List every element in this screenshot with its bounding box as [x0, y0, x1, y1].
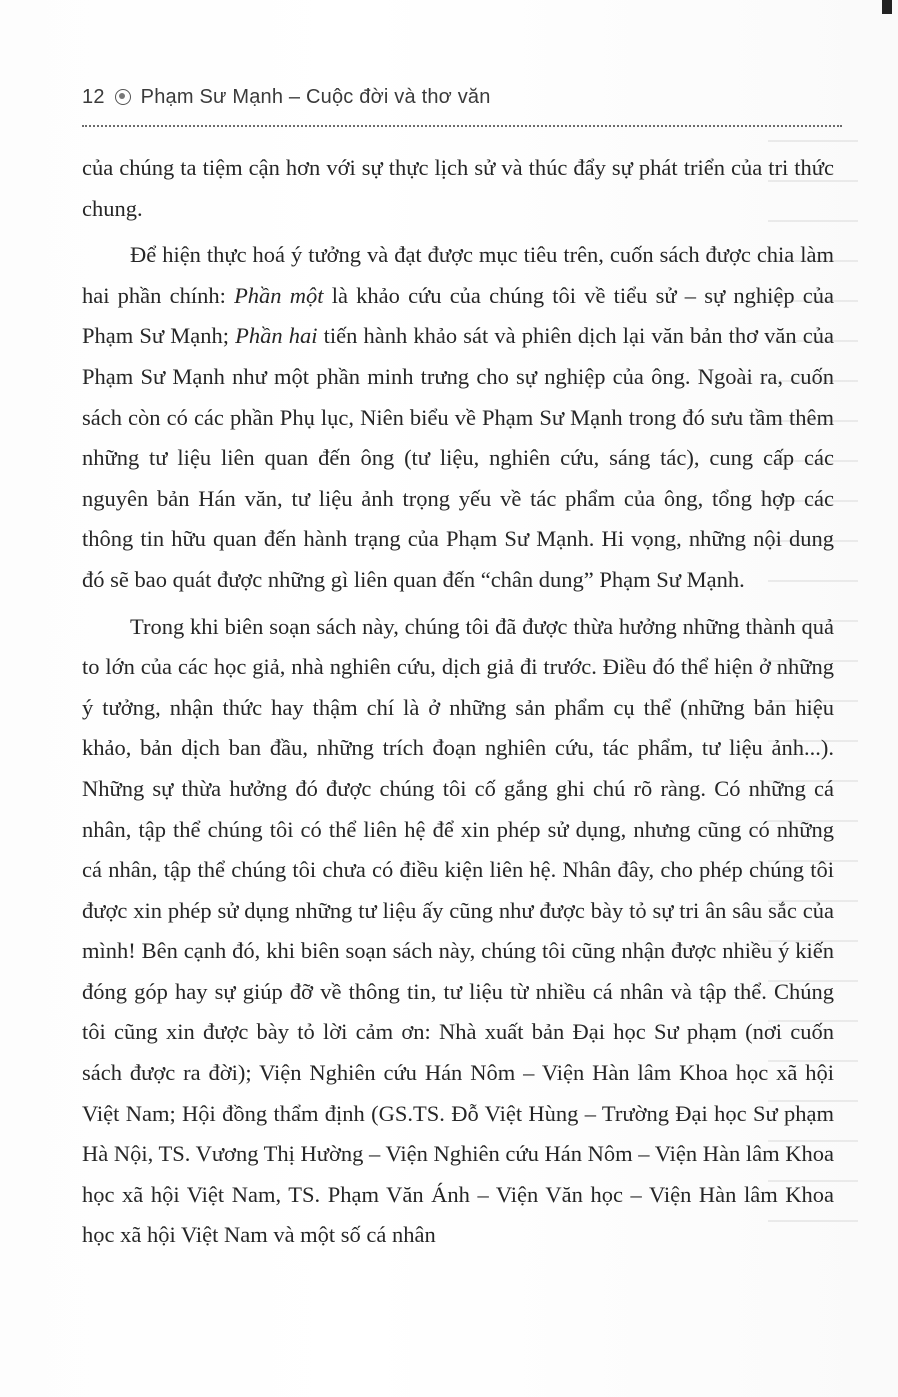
paragraph-3: Trong khi biên soạn sách này, chúng tôi đã được thừa hưởng những thành quả to lớn của các học giả, nhà nghiên cứu, dịch giả đi trước. Điều đó thể hiện ở những ý tưởng, nhận thức hay thậm chí là ở những sản phẩm cụ thể (những bản hiệu khảo, bản dịch ban đầu, những trích đoạn nghiên cứu, tác phẩm, tư liệu ảnh...). Những sự thừa hưởng đó được chúng tôi cố gắng ghi chú rõ ràng. Có những cá nhân, tập thể chúng tôi có thể liên hệ để xin phép sử dụng, nhưng cũng có những cá nhân, tập thể chúng tôi chưa có điều kiện liên hệ. Nhân đây, cho phép chúng tôi được xin phép sử dụng những tư liệu ấy cũng như được bày tỏ sự tri ân sâu sắc của mình! Bên cạnh đó, khi biên soạn sách này, chúng tôi cũng nhận được nhiều ý kiến đóng góp hay sự giúp đỡ về thông tin, tư liệu từ nhiều cá nhân và tập thể. Chúng tôi cũng xin được bày tỏ lời cảm ơn: Nhà xuất bản Đại học Sư phạm (nơi cuốn sách được ra đời); Viện Nghiên cứu Hán Nôm – Viện Hàn lâm Khoa học xã hội Việt Nam; Hội đồng thẩm định (GS.TS. Đỗ Việt Hùng – Trường Đại học Sư phạm Hà Nội, TS. Vương Thị Hường – Viện Nghiên cứu Hán Nôm – Viện Hàn lâm Khoa học xã hội Việt Nam, TS. Phạm Văn Ánh – Viện Văn học – Viện Hàn lâm Khoa học xã hội Việt Nam và một số cá nhân	[82, 613, 834, 1248]
part-one-italic: Phần một	[234, 282, 324, 308]
paragraph-2-part-a: Để hiện thực hoá ý tưởng và đạt được mục tiêu trên, cuốn sách được chia làm hai phần chính:	[82, 242, 834, 308]
running-title: Phạm Sư Mạnh – Cuộc đời và thơ văn	[140, 85, 491, 108]
flower-ornament-icon	[115, 89, 131, 105]
paragraph-2-part-e: tiến hành khảo sát và phiên dịch lại văn bản thơ văn của Phạm Sư Mạnh như một phần minh trưng cho sự nghiệp của ông. Ngoài ra, cuốn sách còn có các phần Phụ lục, Niên biểu về Phạm Sư Mạnh trong đó sưu tầm thêm những tư liệu liên quan đến ông (tư liệu, nghiên cứu, sáng tác), cung cấp các nguyên bản Hán văn, tư liệu ảnh trọng yếu về tác phẩm của ông, tổng hợp các thông tin hữu quan đến hành trạng của Phạm Sư Mạnh. Hi vọng, những nội dung đó sẽ bao quát được những gì liên quan đến “chân dung” Phạm Sư Mạnh.	[82, 323, 834, 592]
header-dotted-rule	[82, 125, 842, 127]
body-text	[82, 148, 834, 1262]
part-two-italic: Phần hai	[235, 323, 318, 349]
paragraph-2	[82, 235, 834, 600]
corner-mark	[882, 0, 892, 14]
paragraph-2-part-c: là khảo cứu của chúng tôi về tiểu sử – sự nghiệp của Phạm Sư Mạnh;	[82, 282, 835, 349]
page-number: 12	[82, 85, 105, 108]
running-header	[82, 80, 842, 114]
paragraph-1: của chúng ta tiệm cận hơn với sự thực lịch sử và thúc đẩy sự phát triển của tri thức chung.	[82, 155, 834, 221]
